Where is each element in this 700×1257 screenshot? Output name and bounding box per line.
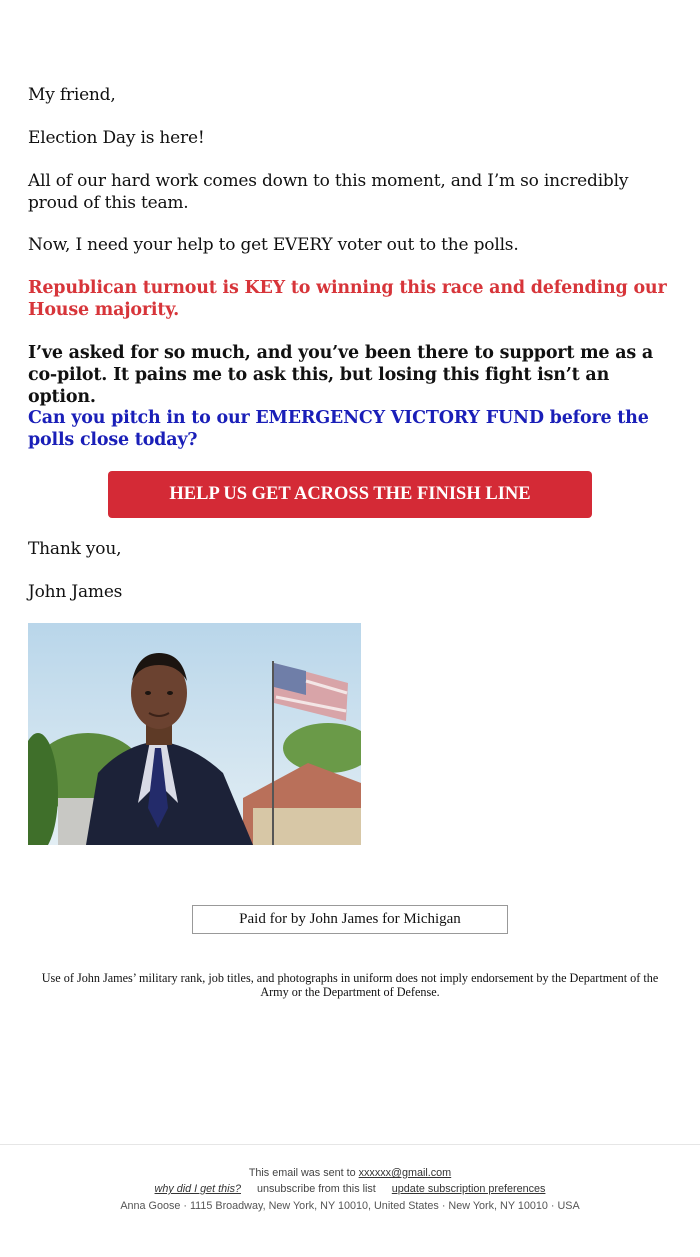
sent-to-line — [0, 1167, 700, 1179]
hard-work-paragraph: All of our hard work comes down to this moment, and I’m so incredibly proud of this team. — [28, 171, 629, 213]
victory-fund-ask: Can you pitch in to our EMERGENCY VICTORY FUND before the polls close today? — [28, 408, 649, 450]
thanks-line: Thank you, — [28, 539, 122, 559]
co-pilot-paragraph: I’ve asked for so much, and you’ve been there to support me as a co-pilot. It pains me to ask this, but losing this fight isn’t an option. — [28, 343, 654, 407]
greeting: My friend, — [28, 85, 116, 105]
why-did-i-get-this-link[interactable]: why did I get this? — [154, 1183, 241, 1195]
turnout-emphasis: Republican turnout is KEY to winning this race and defending our House majority. — [28, 278, 667, 320]
sender-address: Anna Goose · 1115 Broadway, New York, NY 10010, United States · New York, NY 10010 · USA — [120, 1200, 580, 1212]
unsubscribe-link[interactable]: unsubscribe from this list — [256, 1183, 376, 1195]
update-preferences-link[interactable]: update subscription preferences — [391, 1183, 546, 1195]
signature: John James — [28, 582, 123, 602]
finish-line-button[interactable]: HELP US GET ACROSS THE FINISH LINE — [108, 471, 592, 518]
military-disclaimer: Use of John James’ military rank, job titles, and photographs in uniform does not imply endorsement by the Department of the Army or the Department of Defense. — [41, 971, 659, 999]
election-day-line: Election Day is here! — [28, 128, 205, 148]
need-help-paragraph: Now, I need your help to get EVERY voter out to the polls. — [28, 235, 519, 255]
paid-for-box: Paid for by John James for Michigan — [192, 905, 508, 934]
recipient-email-link[interactable]: xxxxxx@gmail.com — [358, 1167, 452, 1179]
sent-to-prefix: This email was sent to — [248, 1167, 356, 1179]
footer-links — [0, 1183, 700, 1195]
footer-divider — [0, 1144, 700, 1145]
candidate-photo — [28, 623, 361, 845]
